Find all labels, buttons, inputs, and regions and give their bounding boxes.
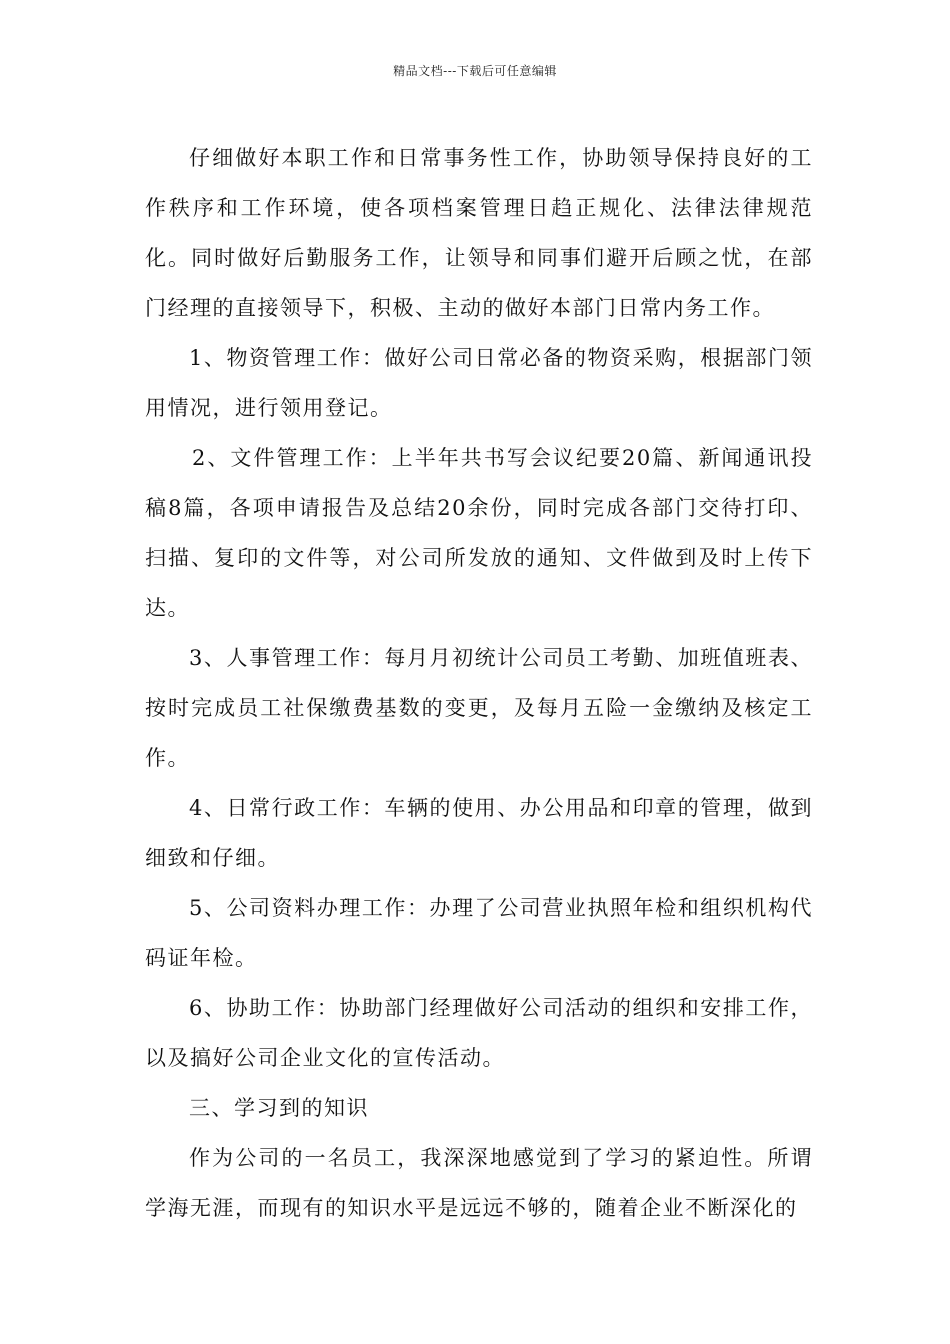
document-body xyxy=(145,133,813,1233)
section-heading-3: 三、学习到的知识 xyxy=(189,1096,369,1120)
paragraph-item-2: 2、文件管理工作：上半年共书写会议纪要20篇、新闻通讯投稿8篇，各项申请报告及总结20余份，同时完成各部门交待打印、扫描、复印的文件等，对公司所发放的通知、文件做到及时上传下达。 xyxy=(145,446,813,620)
paragraph-item-3: 3、人事管理工作：每月月初统计公司员工考勤、加班值班表、按时完成员工社保缴费基数的变更，及每月五险一金缴纳及核定工作。 xyxy=(145,646,813,770)
paragraph-item-5: 5、公司资料办理工作：办理了公司营业执照年检和组织机构代码证年检。 xyxy=(145,896,813,970)
paragraph-item-1: 1、物资管理工作：做好公司日常必备的物资采购，根据部门领用情况，进行领用登记。 xyxy=(145,346,813,420)
paragraph-item-6: 6、协助工作：协助部门经理做好公司活动的组织和安排工作，以及搞好公司企业文化的宣传活动。 xyxy=(145,996,813,1070)
paragraph-item-4: 4、日常行政工作：车辆的使用、办公用品和印章的管理，做到细致和仔细。 xyxy=(145,796,813,870)
paragraph-intro: 仔细做好本职工作和日常事务性工作，协助领导保持良好的工作秩序和工作环境，使各项档案管理日趋正规化、法律法律规范化。同时做好后勤服务工作，让领导和同事们避开后顾之忧，在部门经理的直接领导下，积极、主动的做好本部门日常内务工作。 xyxy=(145,146,813,320)
paragraph-learning: 作为公司的一名员工，我深深地感觉到了学习的紧迫性。所谓学海无涯，而现有的知识水平是远远不够的，随着企业不断深化的 xyxy=(145,1146,813,1220)
page-header: 精品文档---下载后可任意编辑 xyxy=(393,64,557,78)
